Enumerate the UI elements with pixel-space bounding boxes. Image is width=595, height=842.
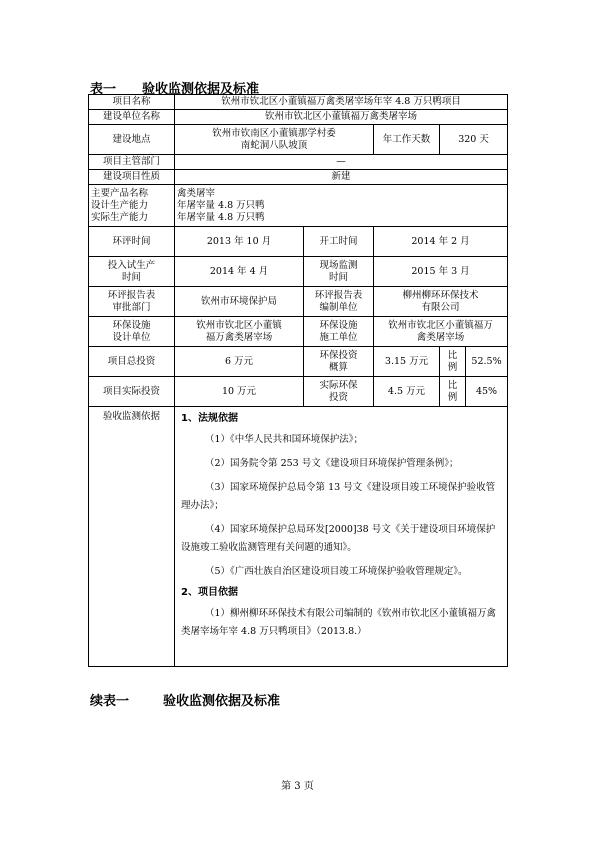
actual-env-value: 4.5 万元	[374, 377, 440, 407]
acceptance-monitoring-table	[88, 94, 508, 667]
approval-dept-label-line1: 环评报告表	[107, 289, 156, 301]
facility-design-value	[175, 317, 304, 347]
table-row	[89, 377, 508, 407]
trial-time-value: 2014 年 4 月	[175, 257, 304, 287]
compile-unit-value-line1: 柳州柳环环保技术	[402, 289, 479, 301]
table-row	[89, 110, 508, 125]
compile-unit-value	[374, 287, 508, 317]
table-row	[89, 155, 508, 170]
table-row	[89, 125, 508, 155]
basis-item: （4）国家环境保护总局环发[2000]38 号文《关于建设项目环境保护设施竣工验收监测管理有关问题的通知》。	[181, 524, 496, 553]
facility-construct-value-line2: 禽类屠宰场	[416, 331, 465, 343]
actual-capacity-label: 实际生产能力	[91, 211, 149, 223]
actual-capacity-value: 年屠宰量 4.8 万只鸭	[177, 211, 265, 223]
project-name-label: 项目名称	[89, 95, 175, 110]
trial-time-label	[89, 257, 175, 287]
table-row	[89, 257, 508, 287]
actual-ratio-label-line1: 比	[447, 379, 458, 391]
basis-heading-regulations: 1、法规依据	[181, 413, 238, 424]
workdays-label: 年工作天数	[374, 125, 440, 155]
facility-design-label	[89, 317, 175, 347]
approval-dept-label	[89, 287, 175, 317]
monitor-time-label	[304, 257, 374, 287]
compile-unit-label-line2: 编制单位	[319, 301, 358, 313]
design-capacity-value: 年屠宰量 4.8 万只鸭	[177, 199, 265, 211]
actual-ratio-label	[440, 377, 466, 407]
table-row	[89, 185, 508, 227]
start-time-value: 2014 年 2 月	[374, 227, 508, 257]
env-budget-value: 3.15 万元	[374, 347, 440, 377]
facility-construct-label-line1: 环保设施	[319, 319, 358, 331]
table-row	[89, 287, 508, 317]
basis-heading-project: 2、项目依据	[181, 587, 238, 598]
products-labels	[89, 185, 175, 227]
compile-unit-label	[304, 287, 374, 317]
facility-design-label-line2: 设计单位	[112, 331, 151, 343]
product-name-label: 主要产品名称	[91, 187, 149, 199]
actual-ratio-value: 45%	[466, 377, 508, 407]
facility-construct-label-line2: 施工单位	[319, 331, 358, 343]
budget-ratio-label-line1: 比	[447, 349, 458, 361]
location-value	[175, 125, 374, 155]
product-name-value: 禽类屠宰	[177, 187, 216, 199]
builder-label: 建设单位名称	[89, 110, 175, 125]
env-budget-label-line2: 概算	[328, 361, 348, 373]
total-investment-value: 6 万元	[175, 347, 304, 377]
nature-value: 新建	[175, 170, 508, 185]
table-title: 验收监测依据及标准	[142, 82, 260, 97]
table-row	[89, 407, 508, 667]
facility-construct-label	[304, 317, 374, 347]
nature-label: 建设项目性质	[89, 170, 175, 185]
trial-time-label-line1: 投入试生产	[107, 259, 156, 271]
start-time-label: 开工时间	[304, 227, 374, 257]
location-label: 建设地点	[89, 125, 175, 155]
approval-dept-value: 钦州市环境保护局	[175, 287, 304, 317]
workdays-value: 320 天	[440, 125, 508, 155]
location-value-line1: 钦州市钦南区小董镇那学村委	[212, 127, 336, 139]
continued-table-title: 验收监测依据及标准	[163, 694, 281, 709]
approval-dept-label-line2: 审批部门	[112, 301, 151, 313]
facility-design-label-line1: 环保设施	[112, 319, 151, 331]
eia-time-label: 环评时间	[89, 227, 175, 257]
basis-item: （2）国务院令第 253 号文《建设项目环境保护管理条例》；	[205, 458, 459, 469]
basis-item: （3）国家环境保护总局令第 13 号文《建设项目竣工环境保护验收管理办法》；	[181, 482, 496, 511]
basis-label: 验收监测依据	[89, 407, 175, 667]
actual-env-label	[304, 377, 374, 407]
basis-item: （1）柳州柳环环保技术有限公司编制的《钦州市钦北区小董镇福万禽类屠宰场年宰 4.8 万只鸭项目》（2013.8.）	[181, 608, 497, 637]
table-row	[89, 170, 508, 185]
basis-content	[175, 407, 508, 667]
actual-investment-label: 项目实际投资	[89, 377, 175, 407]
page-number: 第 3 页	[281, 781, 314, 792]
compile-unit-label-line1: 环评报告表	[314, 289, 363, 301]
design-capacity-label: 设计生产能力	[91, 199, 149, 211]
env-budget-label	[304, 347, 374, 377]
eia-time-value: 2013 年 10 月	[175, 227, 304, 257]
compile-unit-value-line2: 有限公司	[421, 301, 460, 313]
facility-design-value-line1: 钦州市钦北区小董镇	[196, 319, 282, 331]
facility-design-value-line2: 福万禽类屠宰场	[205, 331, 273, 343]
total-investment-label: 项目总投资	[89, 347, 175, 377]
table-row	[89, 95, 508, 110]
continued-table-heading	[90, 690, 280, 709]
facility-construct-value	[374, 317, 508, 347]
budget-ratio-label	[440, 347, 466, 377]
actual-investment-value: 10 万元	[175, 377, 304, 407]
table-row	[89, 317, 508, 347]
monitor-time-label-line1: 现场监测	[319, 259, 358, 271]
monitor-time-value: 2015 年 3 月	[374, 257, 508, 287]
budget-ratio-label-line2: 例	[447, 361, 458, 373]
actual-ratio-label-line2: 例	[447, 391, 458, 403]
continued-table-number: 续表一	[90, 694, 130, 709]
dept-label: 项目主管部门	[89, 155, 175, 170]
location-value-line2: 南蛇洞八队坡顶	[240, 139, 308, 151]
products-values	[175, 185, 508, 227]
facility-construct-value-line1: 钦州市钦北区小董镇福万	[388, 319, 493, 331]
builder-value: 钦州市钦北区小董镇福万禽类屠宰场	[175, 110, 508, 125]
basis-item: （5）《广西壮族自治区建设项目竣工环境保护验收管理规定》。	[205, 566, 468, 577]
table-row	[89, 227, 508, 257]
project-name-value: 钦州市钦北区小董镇福万禽类屠宰场年宰 4.8 万只鸭项目	[175, 95, 508, 110]
dept-value: —	[175, 155, 508, 170]
monitor-time-label-line2: 时间	[328, 271, 348, 283]
table-number: 表一	[90, 82, 117, 97]
actual-env-label-line1: 实际环保	[319, 379, 358, 391]
trial-time-label-line2: 时间	[121, 271, 141, 283]
env-budget-label-line1: 环保投资	[319, 349, 358, 361]
actual-env-label-line2: 投资	[328, 391, 348, 403]
budget-ratio-value: 52.5%	[466, 347, 508, 377]
basis-item: （1）《中华人民共和国环境保护法》；	[205, 434, 364, 445]
table-row	[89, 347, 508, 377]
